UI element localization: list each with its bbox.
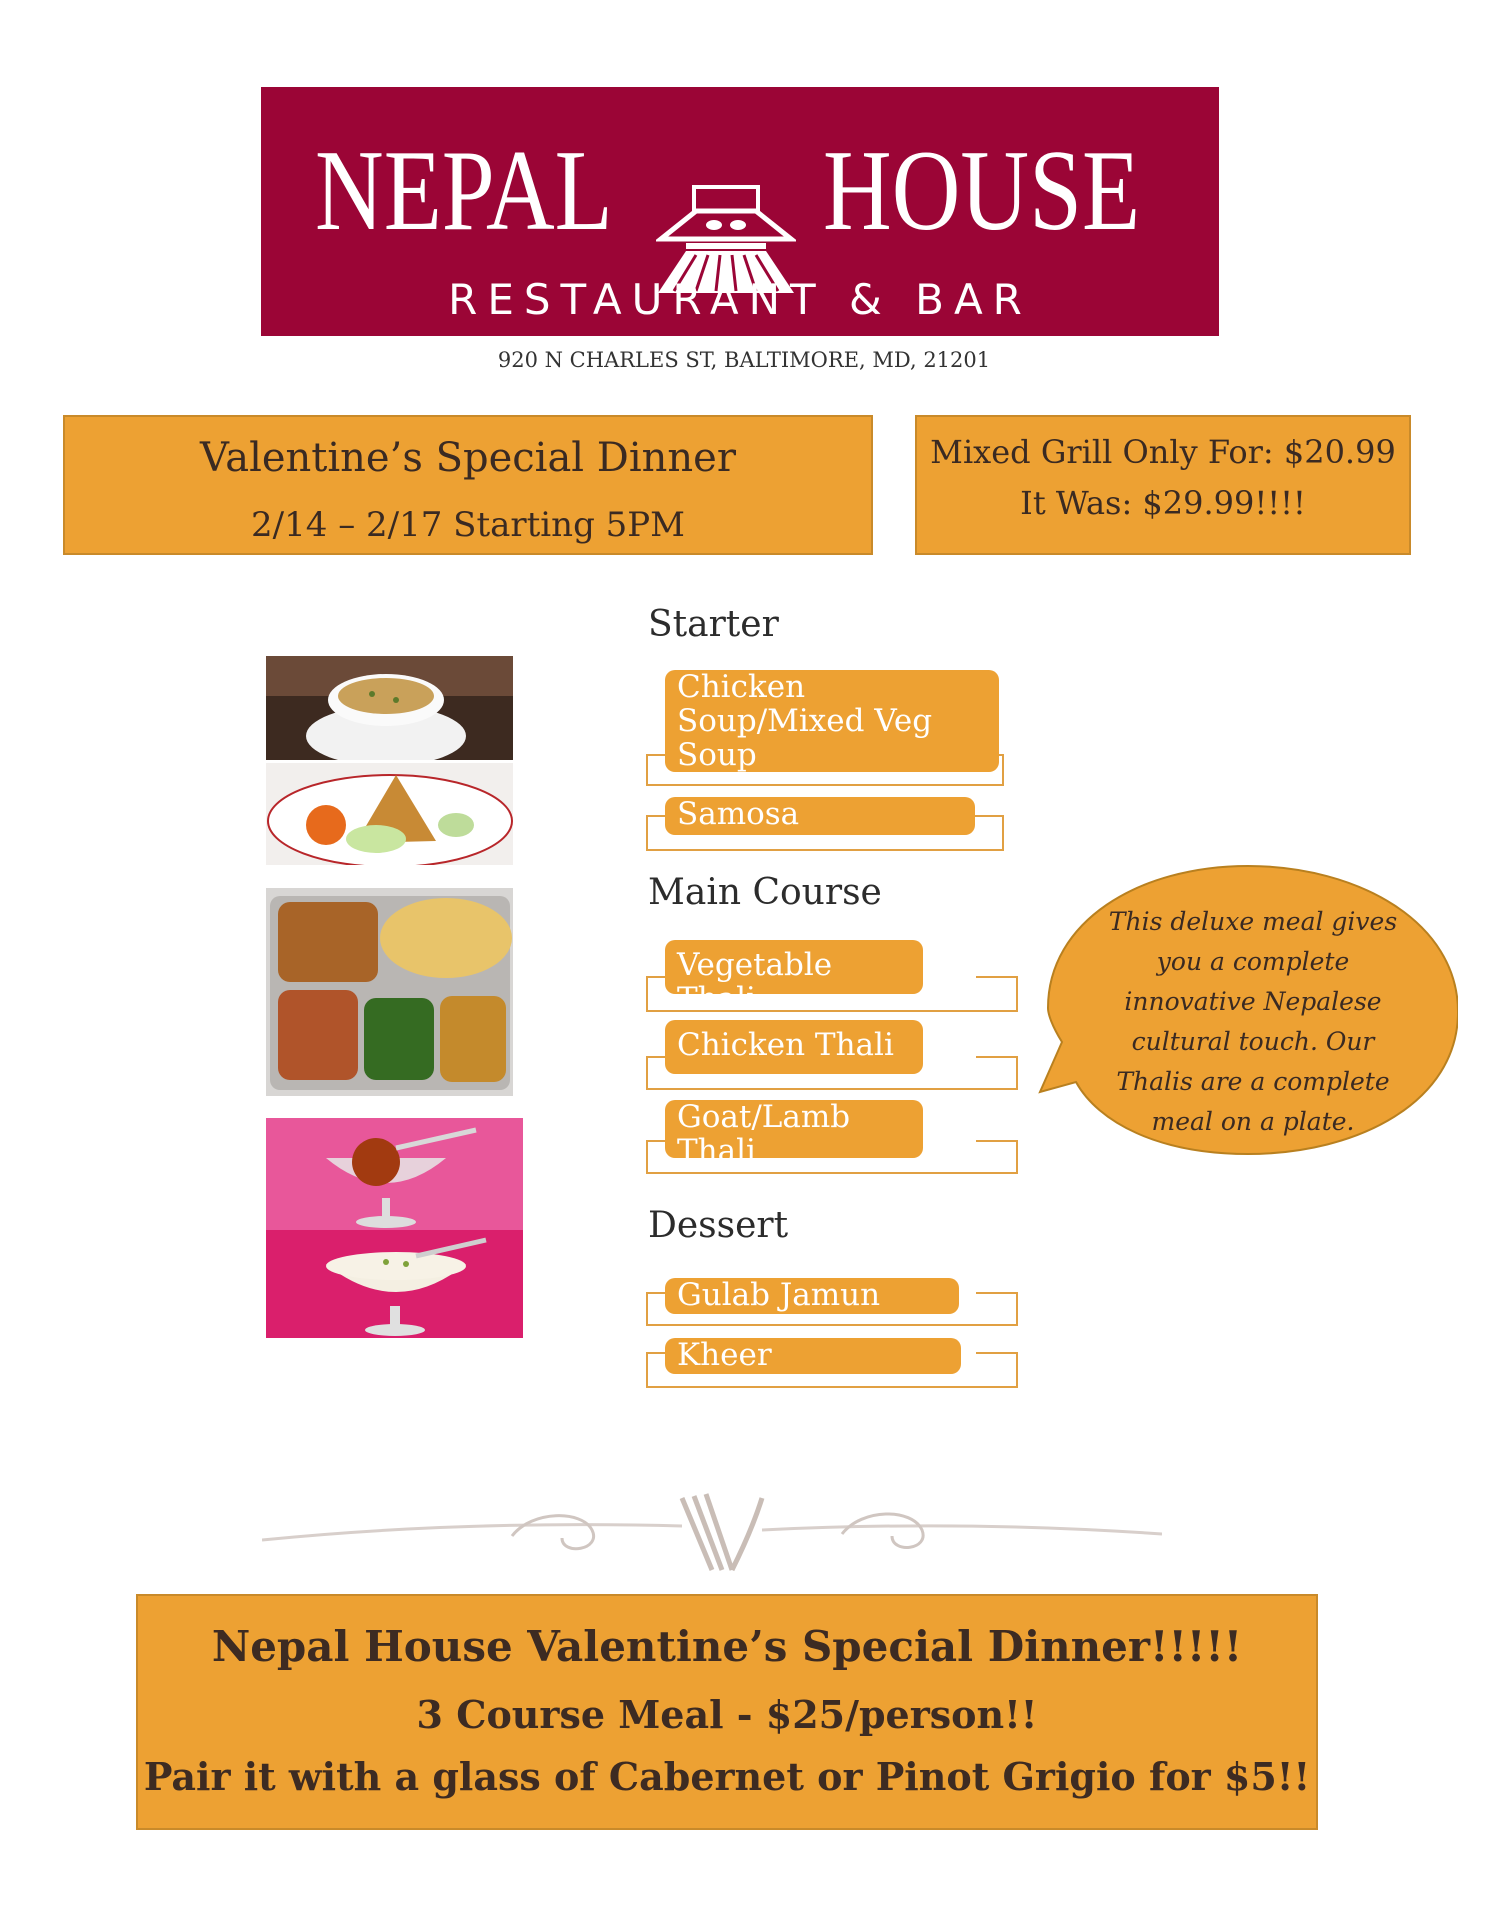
logo-name <box>261 127 1219 255</box>
logo-subtitle: RESTAURANT & BAR <box>448 275 1032 324</box>
samosa-image <box>266 763 513 865</box>
bottom-price: 3 Course Meal - $25/person!! <box>416 1692 1038 1737</box>
valentine-title: Valentine’s Special Dinner <box>200 435 736 481</box>
samosa-photo <box>266 763 513 865</box>
bubble-text: This deluxe meal gives you a complete innovative Nepalese cultural touch. Our Thalis are a complete meal on a plate. <box>1108 907 1398 1136</box>
mixed-grill-box <box>915 415 1411 555</box>
bottom-offer-box <box>136 1594 1318 1830</box>
main-item-chicken-thali: Chicken Thali <box>665 1020 923 1074</box>
starter-item-samosa: Samosa <box>665 797 975 835</box>
main-item-vegetable-thali: Vegetable Thali <box>665 940 923 994</box>
grill-old-price: It Was: $29.99!!!! <box>1020 484 1306 522</box>
bottom-wine-offer: Pair it with a glass of Cabernet or Pinot Grigio for $5!! <box>143 1754 1311 1799</box>
fork-knife-flourish-icon <box>262 1490 1162 1576</box>
restaurant-logo <box>261 87 1219 336</box>
gulab-jamun-image <box>266 1118 523 1230</box>
logo-name-right: HOUSE <box>823 127 1141 255</box>
dessert-heading: Dessert <box>648 1205 789 1246</box>
dessert-item-kheer: Kheer <box>665 1338 961 1374</box>
main-course-heading: Main Course <box>648 872 882 913</box>
kheer-photo <box>266 1230 523 1338</box>
valentine-box <box>63 415 873 555</box>
thali-image <box>266 888 513 1096</box>
main-item-goat-lamb-thali: Goat/Lamb Thali <box>665 1100 923 1158</box>
kheer-image <box>266 1230 523 1338</box>
grill-price: Mixed Grill Only For: $20.99 <box>930 433 1396 471</box>
address: 920 N CHARLES ST, BALTIMORE, MD, 21201 <box>497 348 991 372</box>
logo-name-left: NEPAL <box>315 127 613 255</box>
bottom-title: Nepal House Valentine’s Special Dinner!!!!! <box>211 1622 1243 1671</box>
dessert-item-gulab-jamun: Gulab Jamun <box>665 1278 959 1314</box>
gulab-jamun-photo <box>266 1118 523 1230</box>
soup-image <box>266 656 513 760</box>
thali-info-bubble <box>1038 862 1458 1157</box>
starter-heading: Starter <box>648 604 779 645</box>
valentine-dates: 2/14 – 2/17 Starting 5PM <box>251 505 685 545</box>
soup-photo <box>266 656 513 760</box>
thali-photo <box>266 888 513 1096</box>
starter-item-soup: Chicken Soup/Mixed Veg Soup <box>665 670 999 772</box>
